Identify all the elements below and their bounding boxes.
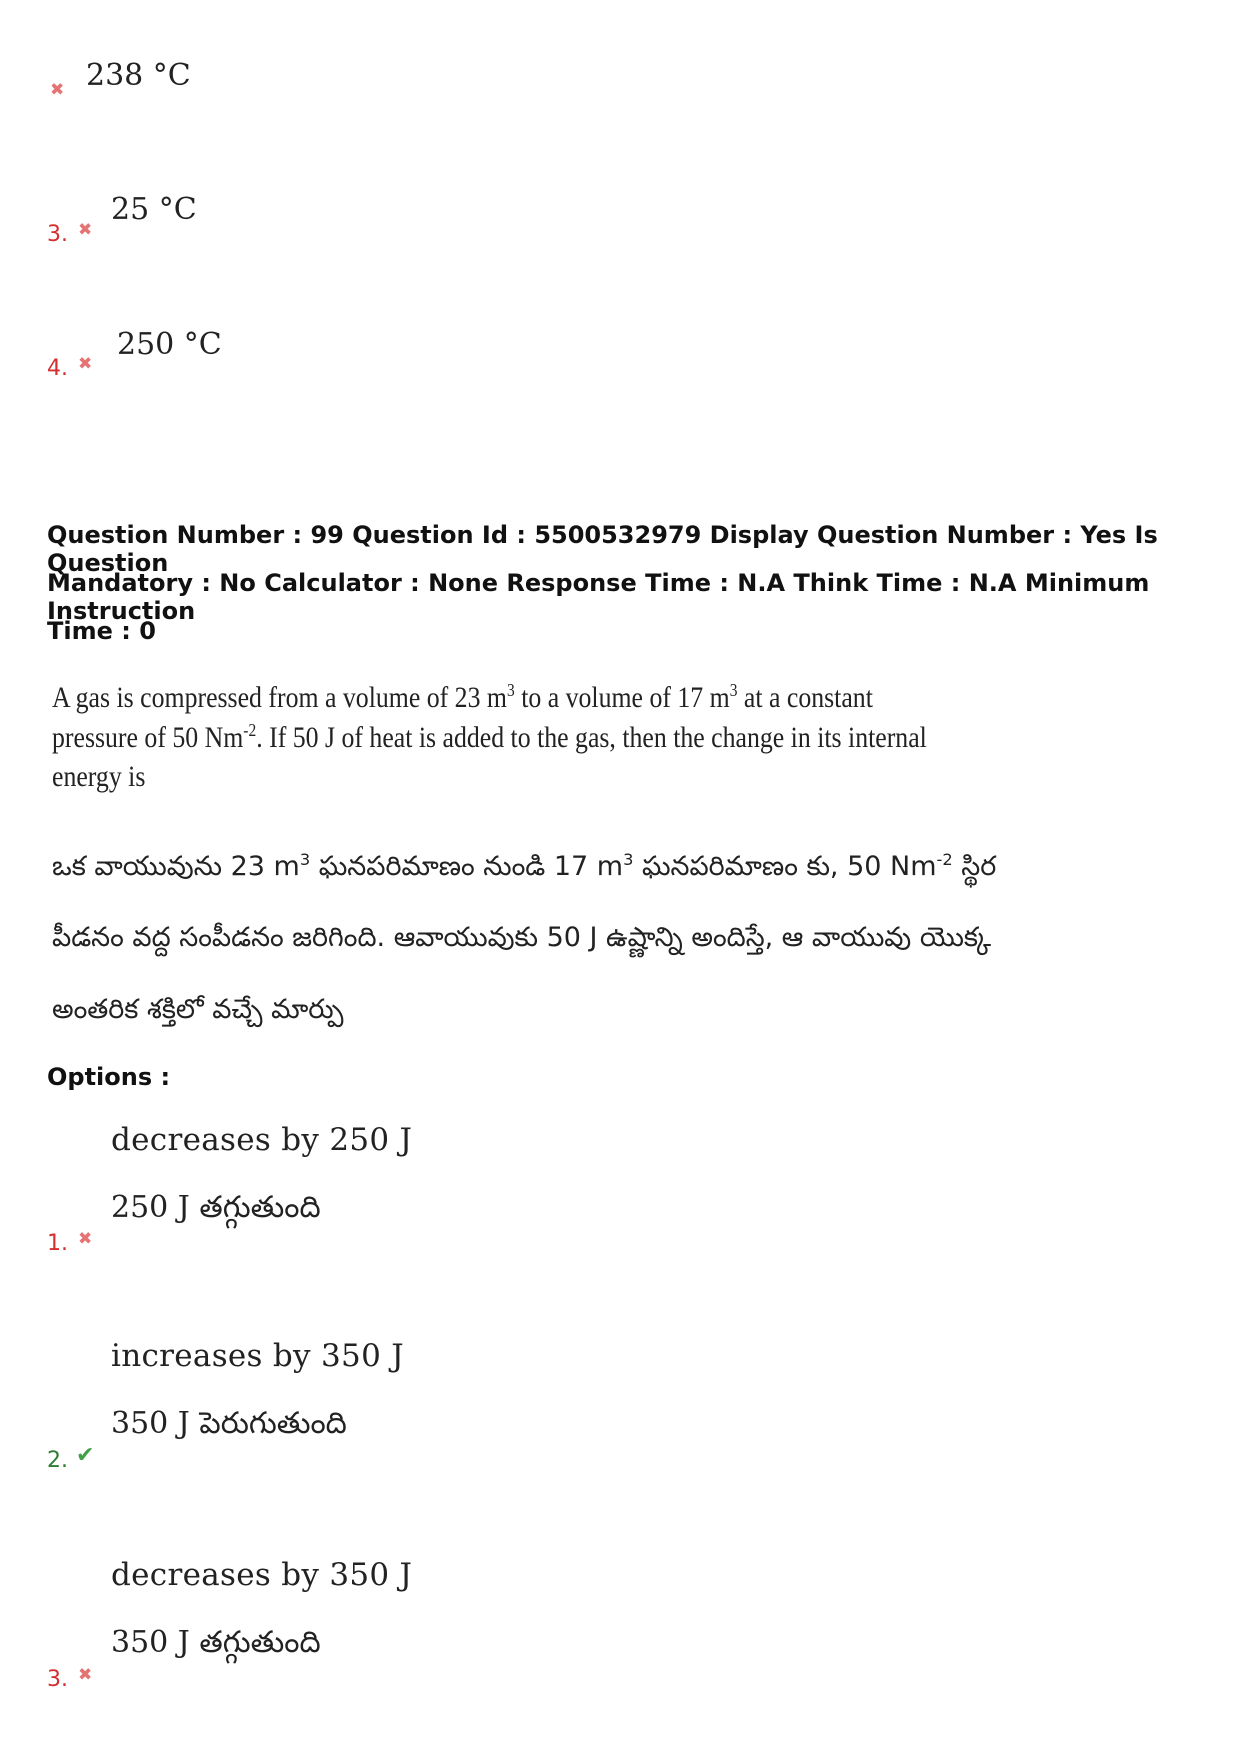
option-2-number: 2.: [47, 1448, 68, 1473]
wrong-mark-icon: ✖: [78, 1229, 93, 1249]
question-text-te-line1: ఒక వాయువును 23 $m^3$ ఘనపరిమాణం నుండి 17 $m^3$ ఘనపరిమాణం కు, 50 $Nm^{-2}$ స్థిర: [52, 850, 997, 882]
option-1-number: 1.: [47, 1231, 68, 1256]
question-text-te-line2: పీడనం వద్ద సంపీడనం జరిగింది. ఆవాయువుకు 50 J ఉష్ణాన్ని అందిస్తే, ఆ వాయువు యొక్క: [52, 922, 992, 953]
option-3-number: 3.: [47, 1667, 68, 1692]
option-3-text-en: decreases by 350 J: [111, 1557, 413, 1593]
options-label: Options :: [47, 1063, 171, 1091]
wrong-mark-icon: ✖: [78, 220, 93, 240]
prev-option-number: 3.: [47, 222, 68, 247]
question-text-en-line3: energy is: [52, 760, 146, 793]
option-3-text-te: 350 J తగ్గుతుంది: [111, 1625, 321, 1660]
question-meta-line2: Mandatory : No Calculator : None Response Time : N.A Think Time : N.A Minimum Instruction: [47, 569, 1150, 625]
option-2-text-en: increases by 350 J: [111, 1338, 404, 1374]
prev-option-text: 250 °C: [117, 327, 222, 362]
wrong-mark-icon: ✖: [78, 354, 93, 374]
prev-option-text: 238 °C: [86, 58, 191, 93]
correct-check-icon: ✔: [76, 1443, 95, 1468]
question-text-en-line2: pressure of 50 $Nm^{-2}$. If 50 J of heat is added to the gas, then the change in its internal: [52, 720, 927, 754]
wrong-mark-icon: ✖: [50, 80, 65, 100]
question-text-en-line1: A gas is compressed from a volume of 23 $m^3$ to a volume of 17 $m^3$ at a constant: [52, 680, 873, 714]
question-text-te-line3: అంతరిక శక్తిలో వచ్చే మార్పు: [52, 994, 344, 1025]
prev-option-number: 4.: [47, 356, 68, 381]
option-1-text-te: 250 J తగ్గుతుంది: [111, 1190, 321, 1225]
option-2-text-te: 350 J పెరుగుతుంది: [111, 1406, 347, 1441]
wrong-mark-icon: ✖: [78, 1665, 93, 1685]
prev-option-text: 25 °C: [111, 192, 197, 227]
question-meta-line3: Time : 0: [47, 617, 156, 645]
question-meta-line1: Question Number : 99 Question Id : 5500532979 Display Question Number : Yes Is Question: [47, 521, 1158, 577]
option-1-text-en: decreases by 250 J: [111, 1122, 413, 1158]
